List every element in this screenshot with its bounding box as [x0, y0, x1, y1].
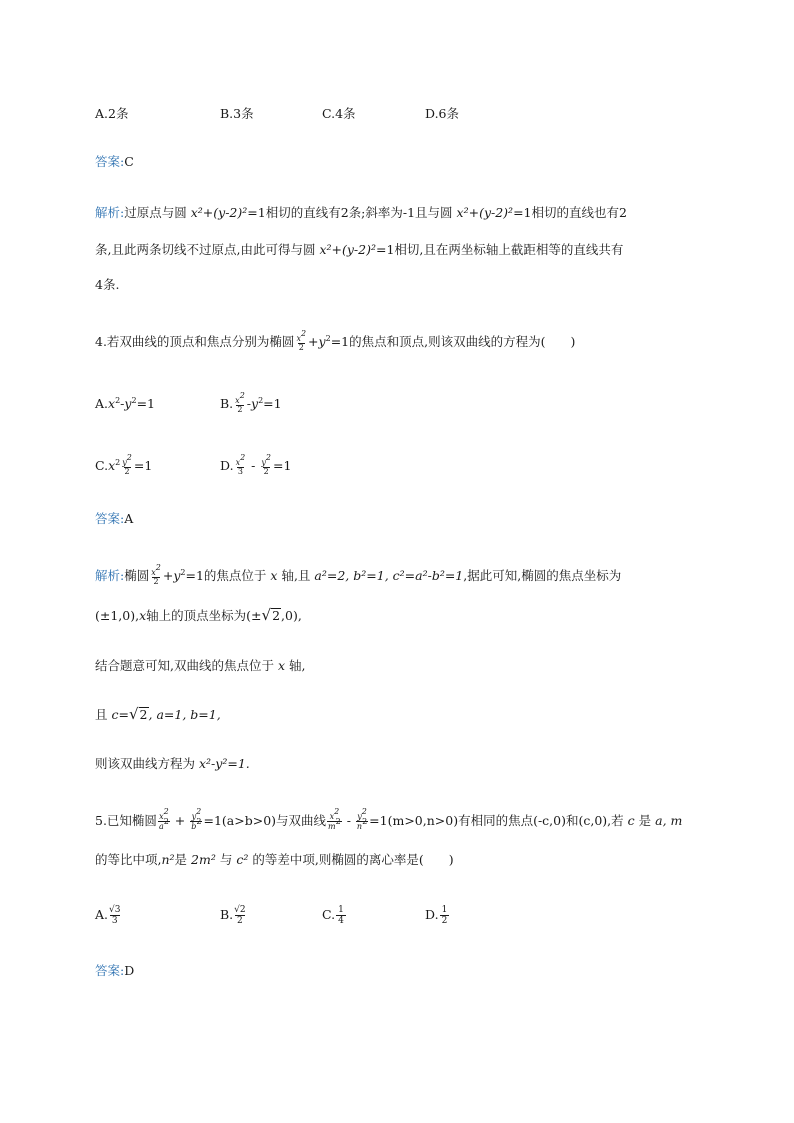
text: 4.若双曲线的顶点和焦点分别为椭圆 [95, 334, 295, 349]
q5-stem-line-1: 5.已知椭圆 $\frac{x^2}{a^2}$ + $\frac{y^2}{b^2}$ =1(a>b>0)与双曲线 $\frac{x^2}{m^2}$ - $\frac{y^2}{n^2}$ =1(m>0,n>0)有相同的焦点(-c,0)和(c,0),若 c 是 a, m [95, 807, 683, 831]
q5-stem-line-2: 的等比中项,n²是 2m² 与 c² 的等差中项,则椭圆的离心率是( ) [95, 852, 454, 867]
answer-label: 答案: [95, 154, 125, 169]
text: =1相切,且在两坐标轴上截距相等的直线共有 [375, 242, 624, 257]
answer-value: A [124, 511, 134, 526]
answer-label: 答案: [95, 963, 125, 978]
option-b: B. $\frac{√2}{2}$ [220, 905, 246, 926]
q5-answer [95, 962, 134, 980]
fraction: $\frac{x^2}{a^2}$ [158, 807, 169, 831]
fraction: $\frac{1}{2}$ [441, 905, 448, 926]
q4-analysis-line-4: 且 c= √ 2 , a=1, b=1, [95, 705, 221, 723]
text: =1的焦点和顶点,则该双曲线的方程为( ) [330, 334, 576, 349]
option-a: A.2条 [95, 106, 129, 121]
option-c: C.4条 [322, 106, 356, 121]
answer-value: D [124, 963, 135, 978]
fraction: $\frac{x^2}{3}$ [235, 452, 246, 476]
fraction: $\frac{y^2}{2}$ [122, 452, 132, 476]
text: 条,且此两条切线不过原点,由此可得与圆 [95, 242, 316, 257]
text: =1相切的直线也有2 [513, 205, 627, 220]
fraction: $\frac{x^2}{2}$ [235, 390, 245, 414]
fraction: $\frac{1}{4}$ [338, 905, 344, 926]
option-b: B. $\frac{x^2}{2}$ $-y^2=1$ [220, 390, 282, 414]
q4-analysis-line-2: (±1,0),x轴上的顶点坐标为(± √ 2 ,0), [95, 606, 302, 624]
option-c: C. $\frac{1}{4}$ [322, 905, 344, 926]
math-expr: x²+(y-2)² [190, 205, 248, 220]
fraction: $\frac{y^2}{2}$ [261, 452, 271, 476]
analysis-label: 解析: [95, 568, 125, 583]
option-a: A. $\frac{√3}{3}$ [95, 905, 121, 926]
option-a: $A.x^2-y^2=1$ [95, 396, 155, 411]
fraction: $\frac{y^2}{n^2}$ [356, 807, 368, 831]
q4-stem: 4.若双曲线的顶点和焦点分别为椭圆 $\frac{x^2}{2}$ $+y^2=1$的焦点和顶点,则该双曲线的方程为( ) [95, 328, 576, 352]
option-d: D.6条 [425, 106, 460, 121]
q4-analysis-line-1: 解析:椭圆 $\frac{x^2}{2}$ $+y^2=1$的焦点位于 x 轴,且 a²=2, b²=1, c²=a²-b²=1,据此可知,椭圆的焦点坐标为 [95, 562, 622, 586]
sqrt: √ 2 [128, 705, 148, 723]
answer-label: 答案: [95, 511, 125, 526]
text: 过原点与圆 [124, 205, 187, 220]
fraction: $\frac{√3}{3}$ [109, 905, 121, 926]
math-expr: x²+(y-2)² [319, 242, 376, 257]
q4-analysis-line-3: 结合题意可知,双曲线的焦点位于 x 轴, [95, 658, 306, 673]
fraction: $\frac{x^2}{2}$ [151, 562, 161, 586]
text: =1相切的直线有2条;斜率为-1且与圆 [247, 205, 453, 220]
fraction: $\frac{x^2}{2}$ [296, 328, 307, 352]
option-d: D. $\frac{1}{2}$ [425, 905, 448, 926]
q3-analysis-line-2 [95, 241, 623, 259]
q4-answer [95, 510, 133, 528]
option-b: B.3条 [220, 106, 254, 121]
option-d: D. $\frac{x^2}{3}$ - $\frac{y^2}{2}$ =1 [220, 452, 292, 476]
fraction: $\frac{√2}{2}$ [234, 905, 246, 926]
math-expr: x²+(y-2)² [456, 205, 514, 220]
analysis-label: 解析: [95, 205, 125, 220]
fraction: $\frac{x^2}{m^2}$ [328, 807, 341, 831]
fraction: $\frac{y^2}{b^2}$ [191, 807, 202, 831]
q3-answer [95, 153, 134, 171]
q3-analysis-line-3: 4条. [95, 277, 120, 292]
option-c: $C.x^2$ $\frac{y^2}{2}$ =1 [95, 452, 153, 476]
q3-analysis-line-1 [95, 204, 627, 222]
math-expr: +y [308, 334, 326, 349]
q4-analysis-line-5: 则该双曲线方程为 x²-y²=1. [95, 756, 250, 771]
sqrt: √ 2 [261, 606, 281, 624]
answer-value: C [124, 154, 134, 169]
